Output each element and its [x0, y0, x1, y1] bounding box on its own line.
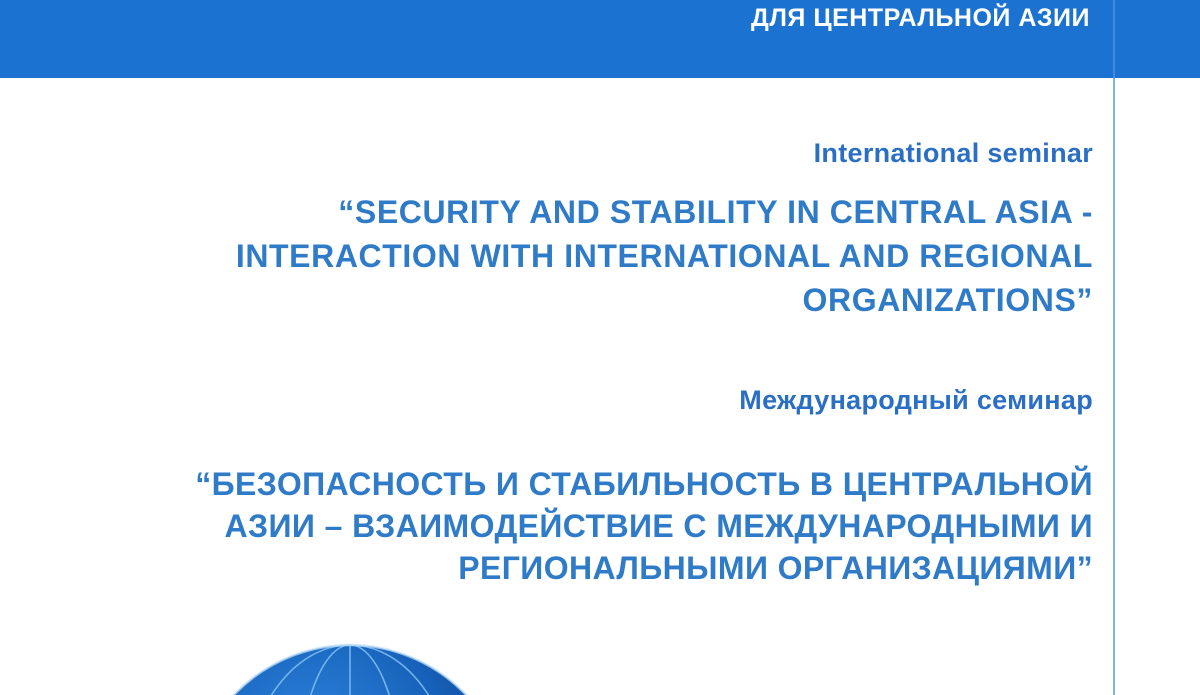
russian-event-label: Международный семинар [739, 385, 1093, 415]
english-seminar-title: “SECURITY AND STABILITY IN CENTRAL ASIA - INTERACTION WITH INTERNATIONAL AND REGIONAL ORGANIZATIONS” [235, 194, 1093, 318]
right-margin-area [1115, 78, 1200, 695]
right-vertical-rule [1113, 78, 1115, 695]
globe-graphic [185, 640, 515, 695]
header-band-right-strip [1113, 0, 1200, 78]
russian-seminar-title: “БЕЗОПАСНОСТЬ И СТАБИЛЬНОСТЬ В ЦЕНТРАЛЬНОЙ АЗИИ – ВЗАИМОДЕЙСТВИЕ С МЕЖДУНАРОДНЫМИ И РЕГИОНАЛЬНЫМИ ОРГАНИЗАЦИЯМИ” [195, 466, 1093, 586]
header-band [0, 0, 1200, 78]
document-content [120, 78, 1093, 695]
header-band-line2: ДЛЯ ЦЕНТРАЛЬНОЙ АЗИИ [751, 4, 1090, 32]
english-event-label: International seminar [813, 138, 1093, 168]
header-band-divider [1113, 0, 1115, 78]
